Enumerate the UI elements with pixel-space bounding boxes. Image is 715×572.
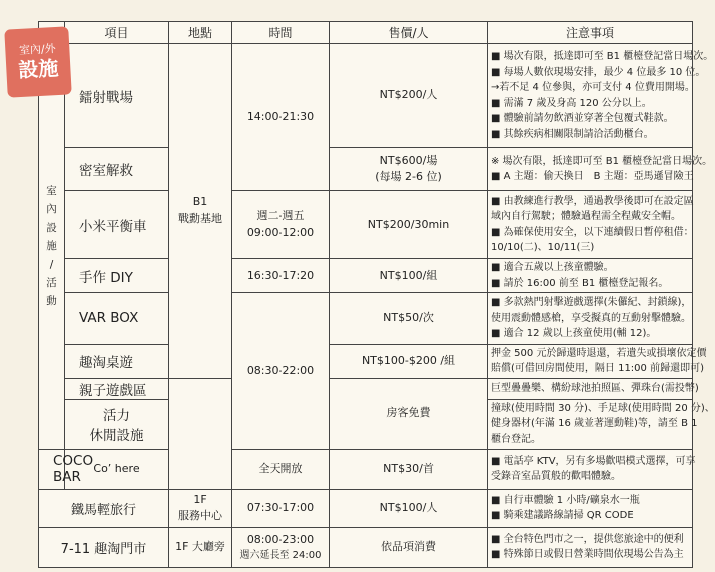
- item-name-line: 休閒設施: [89, 428, 144, 445]
- notes-cell: [488, 148, 713, 191]
- item-name: VAR BOX: [65, 293, 169, 344]
- table-row: [39, 44, 693, 148]
- time-cell: [232, 191, 330, 259]
- location-line: 1F: [193, 492, 207, 506]
- note-line: 櫃台登記。: [491, 433, 541, 445]
- time-cell: 08:30-22:00: [232, 293, 330, 449]
- table-row: [39, 489, 693, 527]
- note-line: 賠償(可借回房間使用，隔日 11:00 前歸還即可): [491, 363, 704, 375]
- time-cell: 07:30-17:00: [232, 489, 330, 527]
- note-line: ■ 適合五歲以上孩童體驗。: [491, 262, 614, 274]
- item-name: 7-11 趣淘門市: [39, 527, 169, 567]
- blank-location-cell: [169, 378, 232, 489]
- table-row: [39, 344, 693, 378]
- note-line: 押金 500 元於歸還時退還，若遺失或損壞依定價: [491, 347, 707, 359]
- note-line: ■ 需滿 7 歲及身高 120 公分以上。: [491, 97, 652, 109]
- note-line: ■ A 主題：偷天換日 B 主題：亞馬遜冒險王: [491, 171, 694, 183]
- badge-subtitle: 室內/外: [18, 42, 57, 58]
- category-badge: [4, 26, 71, 97]
- item-name: 密室解救: [65, 148, 169, 191]
- note-line: ■ 特殊節日或假日營業時間依現場公告為主: [491, 549, 684, 561]
- table-row: [39, 378, 693, 399]
- time-line: 週六延長至 24:00: [239, 550, 322, 562]
- time-line: 08:00-23:00: [246, 532, 315, 546]
- category-char: 室: [46, 185, 57, 198]
- time-cell: 全天開放: [232, 449, 330, 489]
- note-line: ■ 體驗前請勿飲酒並穿著全包覆式鞋款。: [491, 113, 674, 125]
- note-line: ■ 請於 16:00 前至 B1 櫃檯登記報名。: [491, 277, 669, 289]
- note-line: 健身器材(年滿 16 歲並著運動鞋)等，請至 B 1: [491, 418, 698, 430]
- notes-cell: [488, 378, 699, 399]
- notes-cell: [488, 344, 707, 378]
- note-line: 使用震動體感槍，享受擬真的互動射擊體驗。: [491, 312, 691, 324]
- category-char: /: [49, 258, 54, 271]
- item-name: 鐵馬輕旅行: [39, 489, 169, 527]
- header-notes: 注意事項: [488, 22, 693, 44]
- notes-cell: [488, 399, 715, 449]
- header-price: 售價/人: [330, 22, 488, 44]
- time-line: 週二-週五: [256, 209, 305, 223]
- item-name: 小米平衡車: [65, 191, 169, 259]
- location-cell: 1F 大廳旁: [169, 527, 232, 567]
- price-cell: NT$100-$200 /組: [330, 344, 488, 378]
- category-char: 設: [46, 221, 57, 234]
- price-cell: NT$100/組: [330, 259, 488, 293]
- note-line: →若不足 4 位參與，亦可支付 4 位費用開場。: [491, 82, 695, 94]
- price-cell: NT$200/人: [330, 44, 488, 148]
- header-time: 時間: [232, 22, 330, 44]
- item-name: 親子遊戲區: [65, 378, 169, 399]
- badge-title: 設施: [17, 55, 59, 82]
- time-cell: 14:00-21:30: [232, 44, 330, 191]
- price-cell: NT$200/30min: [330, 191, 488, 259]
- note-line: 受錄音室品質般的歡唱體驗。: [491, 471, 621, 483]
- table-row: [39, 259, 693, 293]
- note-line: ■ 全台特色門市之一，提供您旅途中的便利: [491, 533, 684, 545]
- location-b1: [169, 44, 232, 379]
- table-row: [39, 527, 693, 567]
- location-line: 戰勳基地: [178, 211, 222, 225]
- price-line: NT$600/場: [379, 153, 438, 167]
- facilities-table: [38, 21, 715, 568]
- table-row: [39, 449, 693, 489]
- price-cell: 依品項消費: [330, 527, 488, 567]
- item-name: 手作 DIY: [65, 259, 169, 293]
- table-row: [39, 293, 693, 344]
- notes-cell: [488, 44, 714, 148]
- time-cell: [232, 527, 330, 567]
- item-name: [65, 399, 169, 449]
- header-item: 項目: [65, 22, 169, 44]
- category-char: 活: [46, 276, 57, 289]
- price-cell: 房客免費: [330, 378, 488, 449]
- category-char: 內: [46, 203, 57, 216]
- notes-cell: [488, 191, 693, 259]
- price-cell: NT$30/首: [330, 449, 488, 489]
- note-line: ■ 由教練進行教學，通過教學後即可在設定區: [491, 195, 694, 207]
- price-line: (每場 2-6 位): [375, 170, 442, 184]
- location-cell: Co’ here: [65, 449, 169, 489]
- item-name-line: 活力: [103, 408, 130, 425]
- note-line: 域內自行駕駛；體驗過程需全程戴安全帽。: [491, 211, 681, 223]
- notes-cell: [488, 449, 696, 489]
- note-line: ■ 為確保使用安全，以下連續假日暫停租借：: [491, 226, 694, 238]
- item-name: 鐳射戰場: [65, 44, 169, 148]
- time-cell: 16:30-17:20: [232, 259, 330, 293]
- notes-cell: [488, 489, 693, 527]
- location-line: 服務中心: [178, 509, 222, 523]
- notes-cell: [488, 259, 693, 293]
- category-char: 施: [46, 240, 57, 253]
- notes-cell: [488, 293, 693, 344]
- category-char: 動: [46, 295, 57, 308]
- time-line: 09:00-12:00: [246, 225, 315, 239]
- header-row: [39, 22, 693, 44]
- note-line: 10/10(二)、10/11(三): [491, 242, 595, 254]
- price-cell: NT$50/次: [330, 293, 488, 344]
- header-location: 地點: [169, 22, 232, 44]
- notes-cell: [488, 527, 693, 567]
- note-line: ■ 騎乘建議路線請掃 QR CODE: [491, 510, 634, 522]
- item-name: 趣淘桌遊: [65, 344, 169, 378]
- price-cell: NT$100/人: [330, 489, 488, 527]
- table-row: [39, 191, 693, 259]
- location-line: B1: [192, 195, 208, 209]
- price-cell: [330, 148, 488, 191]
- note-line: ■ 每場人數依現場安排，最少 4 位最多 10 位。: [491, 66, 706, 78]
- note-line: ■ 多款熱門射擊遊戲選擇(朱儸紀、封鎖線)，: [491, 297, 692, 309]
- note-line: ■ 適合 12 歲以上孩童使用(輔 12)。: [491, 328, 657, 340]
- note-line: ■ 場次有限，抵達即可至 B1 櫃檯登記當日場次。: [491, 51, 714, 63]
- table-row: [39, 148, 693, 191]
- note-line: ※ 場次有限，抵達即可至 B1 櫃檯登記當日場次。: [491, 155, 713, 167]
- note-line: 巨型疊疊樂、構紛球池拍照區、彈珠台(需投幣): [491, 382, 699, 394]
- note-line: ■ 其餘疾病相關限制請洽活動櫃台。: [491, 128, 654, 140]
- note-line: ■ 自行車體驗 1 小時/礦泉水一瓶: [491, 494, 640, 506]
- note-line: 撞球(使用時間 30 分)、手足球(使用時間 20 分)、: [491, 402, 715, 414]
- note-line: ■ 電話亭 KTV，另有多場歡唱模式選擇，可享: [491, 455, 696, 467]
- location-cell: [169, 489, 232, 527]
- category-cell: [39, 44, 65, 450]
- item-name: COCO BAR: [39, 449, 65, 489]
